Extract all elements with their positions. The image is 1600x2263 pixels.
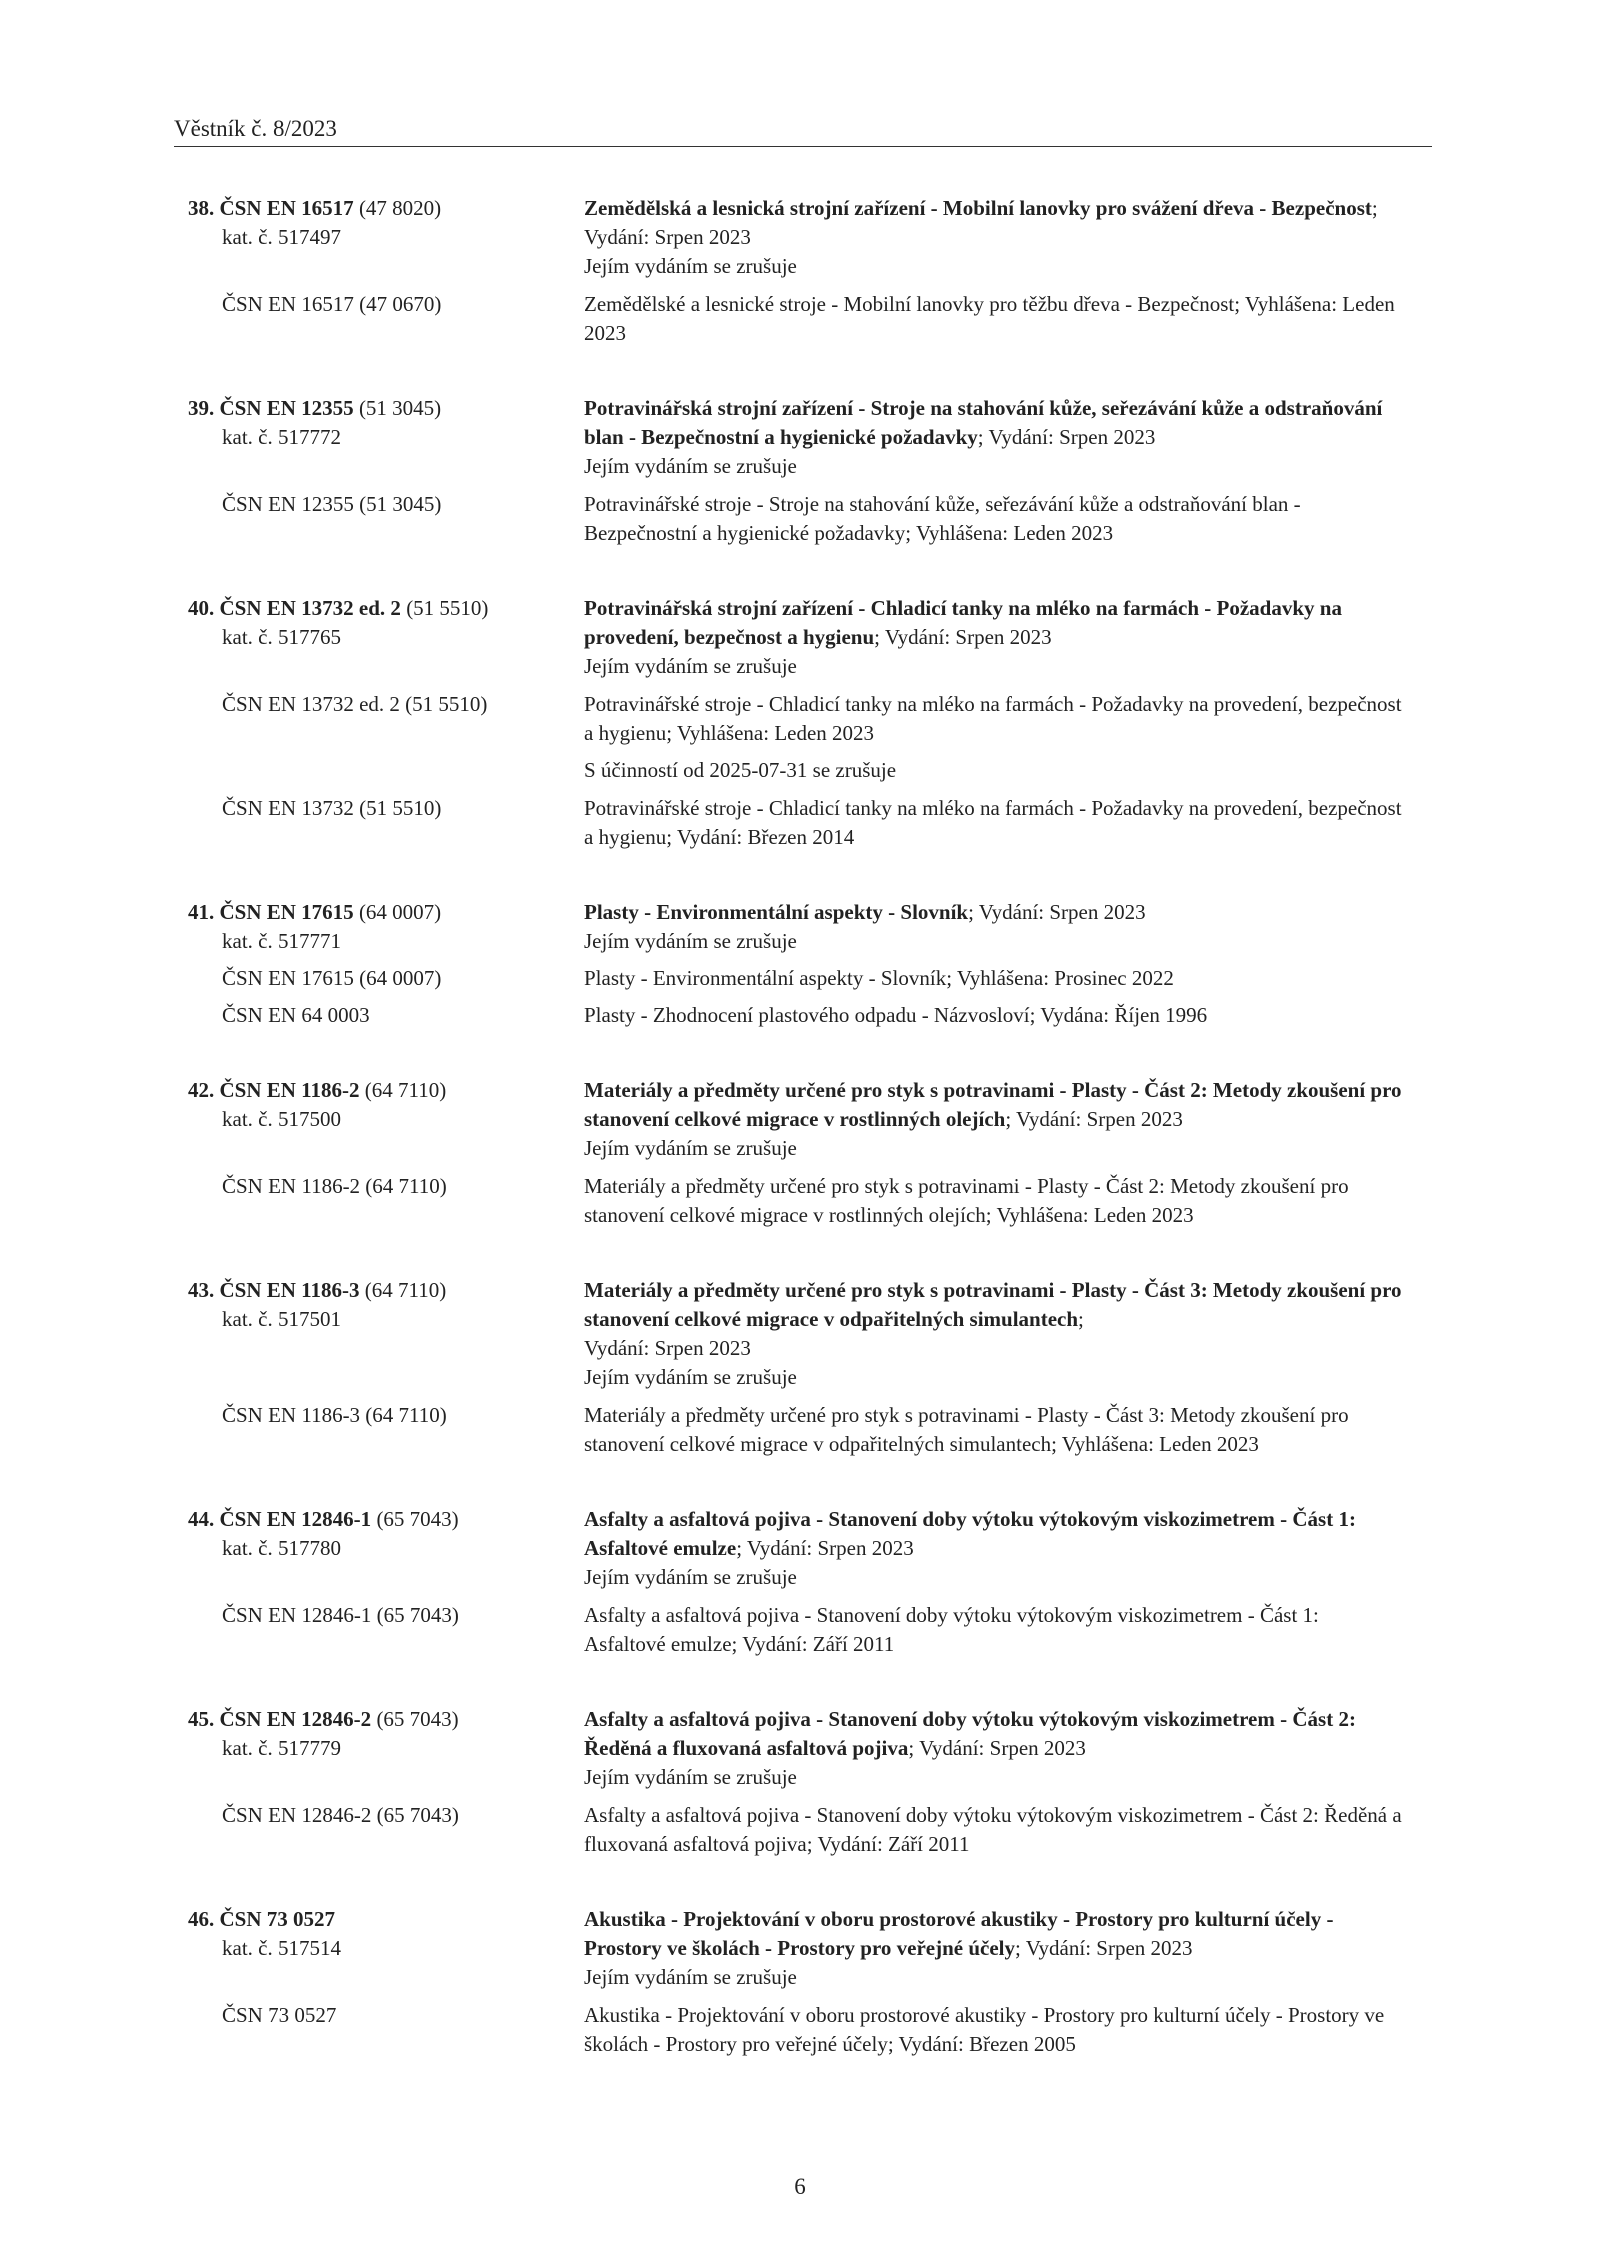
standard-entry bbox=[188, 1905, 1428, 2059]
standard-title: Materiály a předměty určené pro styk s potravinami - Plasty - Část 2: Metody zkoušení pro stanovení celkové migrace v rostlinných olejích bbox=[584, 1078, 1402, 1131]
title-line bbox=[584, 1705, 1404, 1763]
related-standard-row bbox=[188, 1801, 1428, 1859]
standard-entry bbox=[188, 1076, 1428, 1230]
standard-code: ČSN EN 17615 bbox=[219, 900, 354, 924]
issue-date: ; Vydání: Srpen 2023 bbox=[1005, 1107, 1183, 1131]
issue-date: ; Vydání: Srpen 2023 bbox=[736, 1536, 914, 1560]
standard-entry bbox=[188, 394, 1428, 548]
related-description bbox=[584, 1172, 1404, 1230]
related-text: Zemědělské a lesnické stroje - Mobilní lanovky pro těžbu dřeva - Bezpečnost; Vyhlášena: Leden 2023 bbox=[584, 292, 1395, 345]
related-code: ČSN EN 13732 ed. 2 (51 5510) bbox=[222, 692, 488, 716]
cancellation-note: Jejím vydáním se zrušuje bbox=[584, 254, 797, 278]
issue-date: ; Vydání: Srpen 2023 bbox=[908, 1736, 1086, 1760]
issue-date: ; Vydání: Srpen 2023 bbox=[1015, 1936, 1193, 1960]
related-description bbox=[584, 1401, 1404, 1459]
related-description bbox=[584, 964, 1404, 993]
entry-code-line bbox=[188, 1705, 584, 1734]
cancellation-note: Jejím vydáním se zrušuje bbox=[584, 1136, 797, 1160]
entry-main-row bbox=[188, 594, 1428, 681]
entry-number: 40. bbox=[188, 596, 215, 620]
entry-main-row bbox=[188, 1505, 1428, 1592]
page-header: Věstník č. 8/2023 bbox=[174, 112, 1432, 147]
classification-code: (65 7043) bbox=[376, 1707, 459, 1731]
issue-date: ; Vydání: Srpen 2023 bbox=[874, 625, 1052, 649]
standard-title: Materiály a předměty určené pro styk s potravinami - Plasty - Část 3: Metody zkoušení pro stanovení celkové migrace v odpařitelných simulantech bbox=[584, 1278, 1402, 1331]
entry-code-cell bbox=[188, 898, 584, 956]
catalog-number: kat. č. 517501 bbox=[222, 1307, 341, 1331]
standard-title: Potravinářská strojní zařízení - Stroje na stahování kůže, seřezávání kůže a odstraňování blan - Bezpečnostní a hygienické požadavky bbox=[584, 396, 1383, 449]
title-line bbox=[584, 194, 1404, 252]
related-code: ČSN EN 17615 (64 0007) bbox=[222, 966, 442, 990]
entry-code-cell bbox=[188, 1905, 584, 1992]
title-line bbox=[584, 1505, 1404, 1563]
classification-code: (47 8020) bbox=[358, 196, 442, 220]
entry-number: 46. bbox=[188, 1907, 215, 1931]
entry-main-row bbox=[188, 898, 1428, 956]
title-line bbox=[584, 1905, 1404, 1963]
cancellation-note: Jejím vydáním se zrušuje bbox=[584, 454, 797, 478]
entry-code-cell bbox=[188, 394, 584, 481]
related-description bbox=[584, 1801, 1404, 1859]
entry-number: 38. bbox=[188, 196, 215, 220]
title-line bbox=[584, 1076, 1404, 1134]
related-standard-row bbox=[188, 964, 1428, 993]
standard-entry bbox=[188, 194, 1428, 348]
catalog-number: kat. č. 517765 bbox=[222, 625, 341, 649]
standard-code: ČSN EN 13732 ed. 2 bbox=[219, 596, 401, 620]
related-standard-row bbox=[188, 490, 1428, 548]
standard-code: ČSN EN 1186-3 bbox=[219, 1278, 360, 1302]
entry-code-cell bbox=[188, 1705, 584, 1792]
entry-number: 43. bbox=[188, 1278, 215, 1302]
related-text: Potravinářské stroje - Chladicí tanky na mléko na farmách - Požadavky na provedení, bezpečnost a hygienu; Vydání: Březen 2014 bbox=[584, 796, 1402, 849]
related-code: ČSN EN 12355 (51 3045) bbox=[222, 492, 442, 516]
standard-code: ČSN 73 0527 bbox=[219, 1907, 336, 1931]
classification-code: (64 7110) bbox=[364, 1278, 447, 1302]
classification-code: (51 5510) bbox=[406, 596, 489, 620]
related-code: ČSN EN 1186-3 (64 7110) bbox=[222, 1403, 447, 1427]
catalog-number: kat. č. 517500 bbox=[222, 1107, 341, 1131]
entry-code-cell bbox=[188, 1076, 584, 1163]
entry-description bbox=[584, 594, 1404, 681]
entry-number: 42. bbox=[188, 1078, 215, 1102]
related-text: Materiály a předměty určené pro styk s potravinami - Plasty - Část 3: Metody zkoušení pro stanovení celkové migrace v odpařitelných simulantech; Vyhlášena: Leden 2023 bbox=[584, 1403, 1349, 1456]
related-text: Plasty - Zhodnocení plastového odpadu - Názvosloví; Vydána: Říjen 1996 bbox=[584, 1003, 1208, 1027]
entry-code-line bbox=[188, 1276, 584, 1305]
entry-main-row bbox=[188, 1276, 1428, 1392]
standard-code: ČSN EN 16517 bbox=[219, 196, 354, 220]
classification-code: (64 7110) bbox=[364, 1078, 447, 1102]
entry-description bbox=[584, 898, 1404, 956]
related-description bbox=[584, 690, 1404, 785]
entry-code-line bbox=[188, 1076, 584, 1105]
cancellation-note: Jejím vydáním se zrušuje bbox=[584, 1965, 797, 1989]
entry-number: 41. bbox=[188, 900, 215, 924]
entry-code-line bbox=[188, 898, 584, 927]
related-description bbox=[584, 290, 1404, 348]
related-text: Asfalty a asfaltová pojiva - Stanovení doby výtoku výtokovým viskozimetrem - Část 1: Asfaltové emulze; Vydání: Září 2011 bbox=[584, 1603, 1319, 1656]
entry-main-row bbox=[188, 1705, 1428, 1792]
cancellation-note: Jejím vydáním se zrušuje bbox=[584, 1365, 797, 1389]
entry-main-row bbox=[188, 1076, 1428, 1163]
standard-code: ČSN EN 12355 bbox=[219, 396, 354, 420]
related-code: ČSN 73 0527 bbox=[222, 2003, 337, 2027]
related-text: Materiály a předměty určené pro styk s potravinami - Plasty - Část 2: Metody zkoušení pro stanovení celkové migrace v rostlinných olejích; Vyhlášena: Leden 2023 bbox=[584, 1174, 1349, 1227]
related-standard-row bbox=[188, 1401, 1428, 1459]
title-line bbox=[584, 1276, 1404, 1363]
cancellation-note: Jejím vydáním se zrušuje bbox=[584, 929, 797, 953]
entry-main-row bbox=[188, 394, 1428, 481]
standard-title: Akustika - Projektování v oboru prostorové akustiky - Prostory pro kulturní účely - Prostory ve školách - Prostory pro veřejné účely bbox=[584, 1907, 1334, 1960]
standard-title: Zemědělská a lesnická strojní zařízení - Mobilní lanovky pro svážení dřeva - Bezpečnost bbox=[584, 196, 1372, 220]
entry-description bbox=[584, 194, 1404, 281]
entry-description bbox=[584, 1905, 1404, 1992]
catalog-number: kat. č. 517772 bbox=[222, 425, 341, 449]
standards-list bbox=[188, 194, 1428, 2105]
entry-description bbox=[584, 1705, 1404, 1792]
cancellation-note: Jejím vydáním se zrušuje bbox=[584, 654, 797, 678]
related-text: Plasty - Environmentální aspekty - Slovník; Vyhlášena: Prosinec 2022 bbox=[584, 966, 1174, 990]
catalog-number: kat. č. 517780 bbox=[222, 1536, 341, 1560]
standard-title: Asfalty a asfaltová pojiva - Stanovení doby výtoku výtokovým viskozimetrem - Část 2: Ředěná a fluxovaná asfaltová pojiva bbox=[584, 1707, 1356, 1760]
related-standard-row bbox=[188, 290, 1428, 348]
entry-code-cell bbox=[188, 1505, 584, 1592]
related-description bbox=[584, 1601, 1404, 1659]
entry-number: 39. bbox=[188, 396, 215, 420]
catalog-number: kat. č. 517779 bbox=[222, 1736, 341, 1760]
title-line bbox=[584, 594, 1404, 652]
related-description bbox=[584, 490, 1404, 548]
entry-code-cell bbox=[188, 594, 584, 681]
related-standard-row bbox=[188, 1172, 1428, 1230]
standard-title: Potravinářská strojní zařízení - Chladicí tanky na mléko na farmách - Požadavky na provedení, bezpečnost a hygienu bbox=[584, 596, 1342, 649]
standard-entry bbox=[188, 898, 1428, 1030]
entry-main-row bbox=[188, 1905, 1428, 1992]
related-text: Akustika - Projektování v oboru prostorové akustiky - Prostory pro kulturní účely - Prostory ve školách - Prostory pro veřejné účely; Vydání: Březen 2005 bbox=[584, 2003, 1385, 2056]
page-number: 6 bbox=[794, 2174, 806, 2199]
related-text: Potravinářské stroje - Stroje na stahování kůže, seřezávání kůže a odstraňování blan - Bezpečnostní a hygienické požadavky; Vyhlášena: Leden 2023 bbox=[584, 492, 1301, 545]
related-standard-row bbox=[188, 1601, 1428, 1659]
related-standard-row bbox=[188, 690, 1428, 785]
related-code: ČSN EN 13732 (51 5510) bbox=[222, 796, 442, 820]
standard-entry bbox=[188, 1276, 1428, 1459]
entry-code-line bbox=[188, 194, 584, 223]
standard-code: ČSN EN 12846-1 bbox=[219, 1507, 372, 1531]
standard-title: Plasty - Environmentální aspekty - Slovník bbox=[584, 900, 969, 924]
effective-cancellation-note: S účinností od 2025-07-31 se zrušuje bbox=[584, 758, 897, 782]
entry-number: 45. bbox=[188, 1707, 215, 1731]
entry-description bbox=[584, 394, 1404, 481]
entry-code-cell bbox=[188, 1276, 584, 1392]
entry-code-cell bbox=[188, 194, 584, 281]
related-description bbox=[584, 1001, 1404, 1030]
issue-date: ; Vydání: Srpen 2023 bbox=[584, 196, 1378, 249]
entry-code-line bbox=[188, 1905, 584, 1934]
related-description bbox=[584, 2001, 1404, 2059]
classification-code: (51 3045) bbox=[358, 396, 442, 420]
related-standard-row bbox=[188, 2001, 1428, 2059]
entry-code-line bbox=[188, 594, 584, 623]
catalog-number: kat. č. 517514 bbox=[222, 1936, 341, 1960]
related-standard-row bbox=[188, 794, 1428, 852]
cancellation-note: Jejím vydáním se zrušuje bbox=[584, 1565, 797, 1589]
entry-code-line bbox=[188, 394, 584, 423]
standard-code: ČSN EN 1186-2 bbox=[219, 1078, 360, 1102]
entry-number: 44. bbox=[188, 1507, 215, 1531]
standard-code: ČSN EN 12846-2 bbox=[219, 1707, 372, 1731]
standard-entry bbox=[188, 1705, 1428, 1859]
entry-description bbox=[584, 1505, 1404, 1592]
related-code: ČSN EN 64 0003 bbox=[222, 1003, 370, 1027]
standard-entry bbox=[188, 594, 1428, 852]
classification-code: (65 7043) bbox=[376, 1507, 459, 1531]
related-code: ČSN EN 12846-2 (65 7043) bbox=[222, 1803, 459, 1827]
cancellation-note: Jejím vydáním se zrušuje bbox=[584, 1765, 797, 1789]
catalog-number: kat. č. 517771 bbox=[222, 929, 341, 953]
catalog-number: kat. č. 517497 bbox=[222, 225, 341, 249]
related-text: Potravinářské stroje - Chladicí tanky na mléko na farmách - Požadavky na provedení, bezpečnost a hygienu; Vyhlášena: Leden 2023 bbox=[584, 692, 1402, 745]
classification-code: (64 0007) bbox=[358, 900, 442, 924]
issue-date: ; Vydání: Srpen 2023 bbox=[977, 425, 1156, 449]
issue-date: ; Vydání: Srpen 2023 bbox=[584, 1307, 1084, 1360]
entry-main-row bbox=[188, 194, 1428, 281]
title-line bbox=[584, 394, 1404, 452]
related-text: Asfalty a asfaltová pojiva - Stanovení doby výtoku výtokovým viskozimetrem - Část 2: Ředěná a fluxovaná asfaltová pojiva; Vydání: Září 2011 bbox=[584, 1803, 1402, 1856]
entry-description bbox=[584, 1276, 1404, 1392]
issue-date: ; Vydání: Srpen 2023 bbox=[968, 900, 1146, 924]
title-line bbox=[584, 898, 1404, 927]
related-standard-row bbox=[188, 1001, 1428, 1030]
related-code: ČSN EN 12846-1 (65 7043) bbox=[222, 1603, 459, 1627]
standard-entry bbox=[188, 1505, 1428, 1659]
related-description bbox=[584, 794, 1404, 852]
entry-description bbox=[584, 1076, 1404, 1163]
related-code: ČSN EN 1186-2 (64 7110) bbox=[222, 1174, 447, 1198]
entry-code-line bbox=[188, 1505, 584, 1534]
related-code: ČSN EN 16517 (47 0670) bbox=[222, 292, 442, 316]
standard-title: Asfalty a asfaltová pojiva - Stanovení doby výtoku výtokovým viskozimetrem - Část 1: Asfaltové emulze bbox=[584, 1507, 1356, 1560]
